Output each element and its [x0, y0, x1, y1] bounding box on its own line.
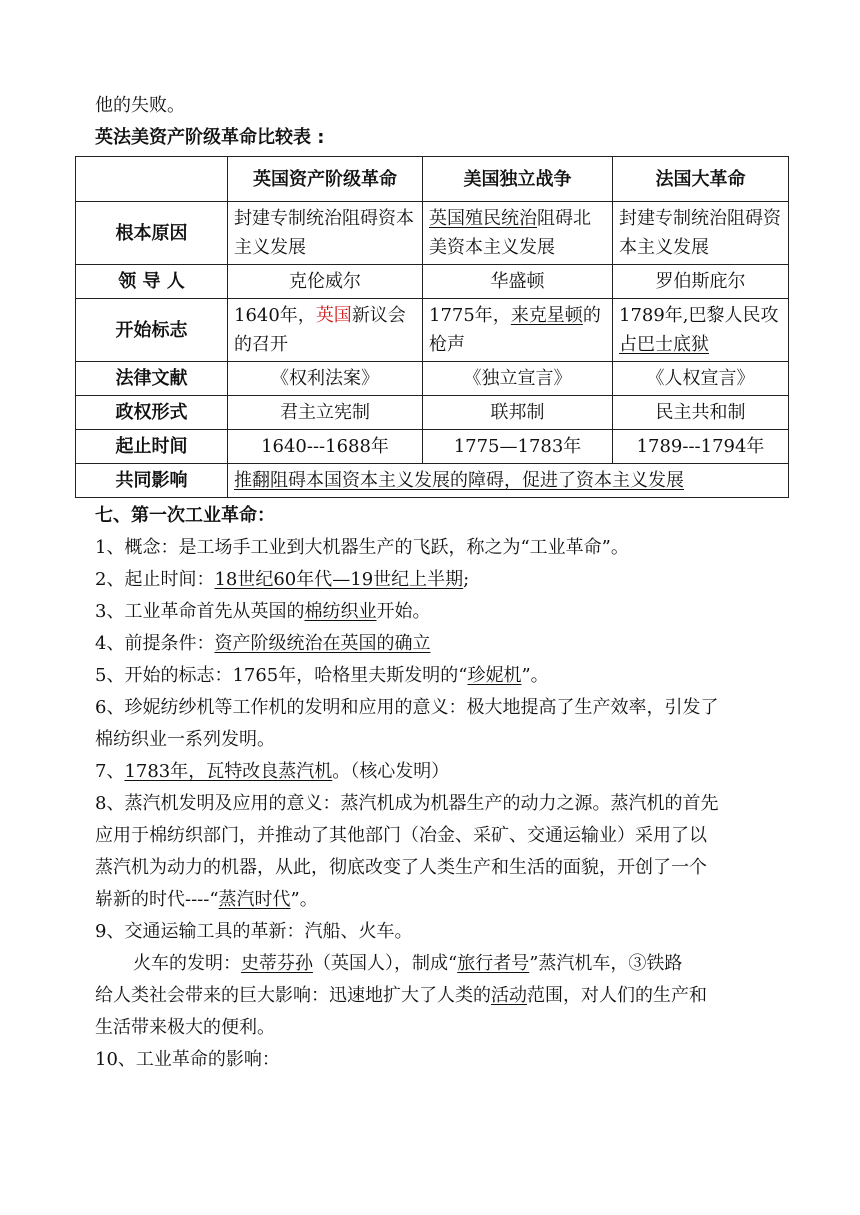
item-7 [95, 756, 795, 788]
train-line-2 [95, 980, 795, 1012]
item-9: 9、交通运输工具的革新：汽船、火车。 [95, 921, 413, 942]
item-7-tail: 。（核心发明） [332, 761, 450, 782]
item-5-label: 5、开始的标志：1765年，哈格里夫斯发明的“ [95, 665, 468, 686]
table-row [76, 396, 789, 430]
item-1: 1、概念：是工场手工业到大机器生产的飞跃，称之为“工业革命”。 [95, 537, 629, 558]
header-us: 美国独立战争 [423, 157, 613, 202]
train-tail: ”蒸汽机车，③铁路 [529, 953, 683, 974]
table-row [76, 362, 789, 396]
header-uk: 英国资产阶级革命 [228, 157, 423, 202]
table-row [76, 202, 789, 265]
row-label: 政权形式 [76, 396, 228, 430]
item-2-underlined: 18世纪60年代—19世纪上半期 [214, 569, 464, 590]
cell-us-b: 的枪声 [429, 305, 601, 355]
row-label: 领 导 人 [76, 265, 228, 299]
row-label: 法律文献 [76, 362, 228, 396]
item-3 [95, 596, 795, 628]
item-8-line-3: 蒸汽机为动力的机器，从此，彻底改变了人类生产和生活的面貌，开创了一个 [95, 857, 707, 878]
row-label: 起止时间 [76, 430, 228, 464]
table-row [76, 464, 789, 498]
cell-uk-a: 1640年， [234, 305, 316, 326]
cell-fr [613, 299, 789, 362]
cell-uk: 君主立宪制 [228, 396, 423, 430]
item-6-line-1: 6、珍妮纺纱机等工作机的发明和应用的意义：极大地提高了生产效率，引发了 [95, 697, 719, 718]
cell-common [228, 464, 789, 498]
header-fr: 法国大革命 [613, 157, 789, 202]
row-label: 开始标志 [76, 299, 228, 362]
train-inventor: 史蒂芬孙 [241, 953, 313, 974]
item-2 [95, 564, 795, 596]
revolution-comparison-table [75, 156, 789, 498]
train-line-1 [95, 948, 795, 980]
document-page [95, 90, 795, 1076]
cell-fr: 1789---1794年 [613, 430, 789, 464]
item-4 [95, 628, 795, 660]
cell-uk: 1640---1688年 [228, 430, 423, 464]
cell-us: 《独立宣言》 [423, 362, 613, 396]
item-8-l4-tail: ”。 [290, 889, 318, 910]
train-l2-b: 范围，对人们的生产和 [527, 985, 707, 1006]
item-7-underlined: 1783年，瓦特改良蒸汽机 [124, 761, 333, 782]
cell-fr-a: 1789年,巴黎人民攻 [619, 305, 779, 326]
cell-us [423, 299, 613, 362]
cell-fr: 《人权宣言》 [613, 362, 789, 396]
cell-uk-b: 新议会的召开 [234, 305, 406, 355]
cell-us-underlined: 来克星顿 [510, 305, 583, 326]
cell-fr: 罗伯斯庇尔 [613, 265, 789, 299]
train-l2-underlined: 活动 [491, 985, 527, 1006]
table-row [76, 265, 789, 299]
cell-us-underlined: 英国殖民统治 [429, 208, 537, 229]
item-3-underlined: 棉纺织业 [304, 601, 377, 622]
cell-us [423, 202, 613, 265]
cell-common-text: 推翻阻碍本国资本主义发展的障碍，促进了资本主义发展 [234, 470, 684, 491]
cell-fr: 民主共和制 [613, 396, 789, 430]
table-row [76, 430, 789, 464]
header-empty [76, 157, 228, 202]
cell-uk: 《权利法案》 [228, 362, 423, 396]
item-8-underlined: 蒸汽时代 [218, 889, 291, 910]
item-4-underlined: 资产阶级统治在英国的确立 [214, 633, 431, 654]
item-2-tail: ; [463, 569, 470, 590]
cell-us-a: 1775年， [429, 305, 511, 326]
item-10: 10、工业革命的影响： [95, 1049, 280, 1070]
item-6-line-2: 棉纺织业一系列发明。 [95, 729, 275, 750]
item-5-tail: ”。 [521, 665, 549, 686]
item-5-underlined: 珍妮机 [467, 665, 522, 686]
cell-uk [228, 299, 423, 362]
train-label: 火车的发明： [133, 953, 241, 974]
cell-us: 华盛顿 [423, 265, 613, 299]
cell-us-rest: 阻碍北美资本主义发展 [429, 208, 591, 258]
table-title: 英法美资产阶级革命比较表 : [95, 127, 325, 148]
cell-fr: 封建专制统治阻碍资本主义发展 [613, 202, 789, 265]
train-l2-a: 给人类社会带来的巨大影响：迅速地扩大了人类的 [95, 985, 491, 1006]
table-header-row [76, 157, 789, 202]
table-row [76, 299, 789, 362]
row-label: 共同影响 [76, 464, 228, 498]
item-5 [95, 660, 795, 692]
train-locomotive: 旅行者号 [457, 953, 530, 974]
item-8-line-1: 8、蒸汽机发明及应用的意义：蒸汽机成为机器生产的动力之源。蒸汽机的首先 [95, 793, 719, 814]
row-label: 根本原因 [76, 202, 228, 265]
cell-uk: 克伦威尔 [228, 265, 423, 299]
cell-us: 1775—1783年 [423, 430, 613, 464]
train-mid: （英国人），制成“ [313, 953, 458, 974]
intro-tail: 他的失败。 [95, 95, 185, 116]
item-8-line-2: 应用于棉纺织部门，并推动了其他部门（冶金、采矿、交通运输业）采用了以 [95, 825, 707, 846]
section-title: 七、第一次工业革命： [95, 505, 275, 526]
item-3-tail: 开始。 [376, 601, 431, 622]
cell-uk: 封建专制统治阻碍资本主义发展 [228, 202, 423, 265]
cell-us: 联邦制 [423, 396, 613, 430]
train-line-3: 生活带来极大的便利。 [95, 1017, 275, 1038]
item-3-label: 3、工业革命首先从英国的 [95, 601, 305, 622]
item-7-label: 7、 [95, 761, 125, 782]
cell-uk-red: 英国 [315, 305, 352, 326]
item-4-label: 4、前提条件： [95, 633, 215, 654]
item-8-l4-label: 崭新的时代----“ [95, 889, 219, 910]
cell-fr-underlined: 占巴士底狱 [619, 334, 709, 355]
item-2-label: 2、起止时间： [95, 569, 215, 590]
item-8-line-4 [95, 884, 795, 916]
